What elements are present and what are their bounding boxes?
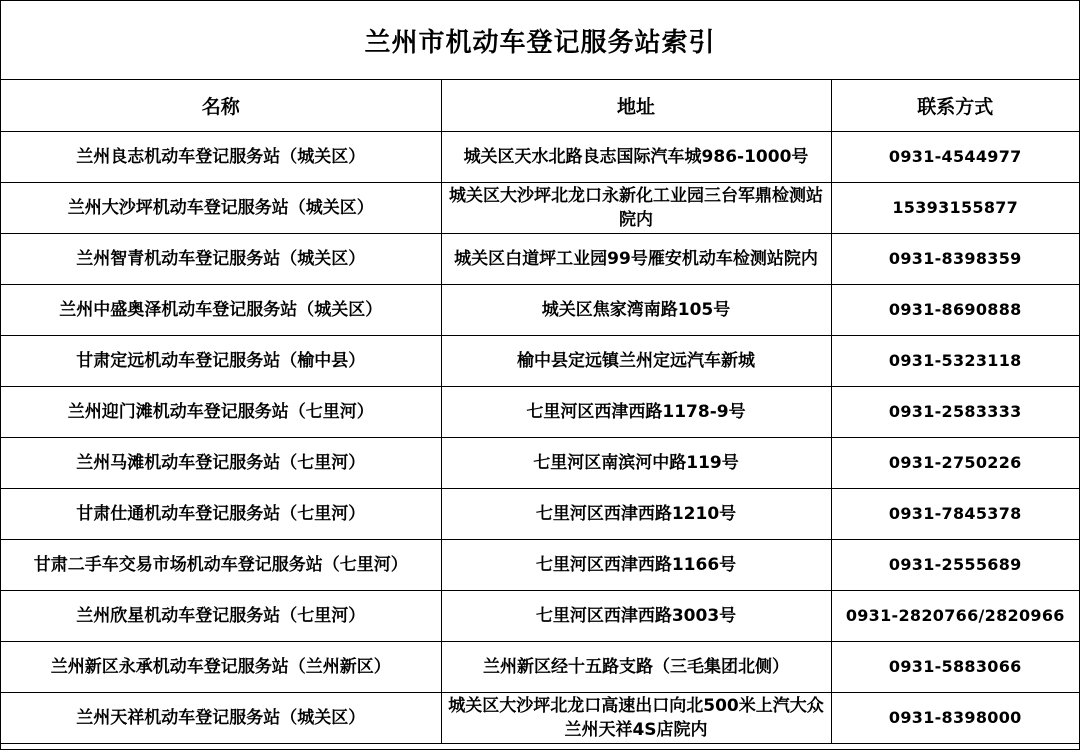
station-phone: 0931-8690888 xyxy=(831,285,1079,336)
page-title: 兰州市机动车登记服务站索引 xyxy=(1,1,1079,80)
station-phone: 0931-8398359 xyxy=(831,234,1079,285)
station-phone: 0931-7845378 xyxy=(831,489,1079,540)
station-address-text: 城关区大沙坪北龙口永新化工业园三台军鼎检测站院内 xyxy=(449,186,823,230)
station-phone: 0931-8398000 xyxy=(831,693,1079,744)
station-phone: 0931-5883066 xyxy=(831,642,1079,693)
table-row xyxy=(1,183,1079,234)
table-row xyxy=(1,387,1079,438)
station-address xyxy=(441,693,831,744)
station-name: 甘肃仕通机动车登记服务站（七里河） xyxy=(1,489,441,540)
station-phone: 0931-2820766/2820966 xyxy=(831,591,1079,642)
table-row xyxy=(1,540,1079,591)
station-address-text: 城关区天水北路良志国际汽车城986-1000号 xyxy=(463,147,809,167)
column-header-address: 地址 xyxy=(441,80,831,132)
table-row xyxy=(1,336,1079,387)
station-address xyxy=(441,642,831,693)
station-address-text: 城关区大沙坪北龙口高速出口向北500米上汽大众兰州天祥4S店院内 xyxy=(448,696,824,740)
station-phone: 0931-2583333 xyxy=(831,387,1079,438)
station-name: 兰州智青机动车登记服务站（城关区） xyxy=(1,234,441,285)
table-row xyxy=(1,438,1079,489)
station-phone: 0931-2750226 xyxy=(831,438,1079,489)
table-row xyxy=(1,285,1079,336)
station-name: 甘肃二手车交易市场机动车登记服务站（七里河） xyxy=(1,540,441,591)
station-address xyxy=(441,387,831,438)
station-address-text: 城关区焦家湾南路105号 xyxy=(541,300,731,320)
column-header-contact: 联系方式 xyxy=(831,80,1079,132)
column-header-name: 名称 xyxy=(1,80,441,132)
station-address xyxy=(441,183,831,234)
station-address-text: 七里河区西津西路1166号 xyxy=(535,555,737,575)
station-address-text: 七里河区西津西路1210号 xyxy=(535,504,737,524)
station-name: 甘肃定远机动车登记服务站（榆中县） xyxy=(1,336,441,387)
station-address-text: 七里河区南滨河中路119号 xyxy=(533,453,739,473)
station-name: 兰州马滩机动车登记服务站（七里河） xyxy=(1,438,441,489)
station-name: 兰州良志机动车登记服务站（城关区） xyxy=(1,132,441,183)
station-address xyxy=(441,489,831,540)
station-name: 兰州大沙坪机动车登记服务站（城关区） xyxy=(1,183,441,234)
station-phone: 0931-5323118 xyxy=(831,336,1079,387)
table-row xyxy=(1,132,1079,183)
station-address xyxy=(441,540,831,591)
station-name: 兰州欣星机动车登记服务站（七里河） xyxy=(1,591,441,642)
table-row xyxy=(1,591,1079,642)
station-name: 兰州新区永承机动车登记服务站（兰州新区） xyxy=(1,642,441,693)
station-name: 兰州迎门滩机动车登记服务站（七里河） xyxy=(1,387,441,438)
station-phone: 0931-4544977 xyxy=(831,132,1079,183)
station-address-text: 七里河区西津西路1178-9号 xyxy=(526,402,746,422)
station-address xyxy=(441,438,831,489)
station-address-text: 城关区白道坪工业园99号雁安机动车检测站院内 xyxy=(454,249,818,269)
station-address xyxy=(441,285,831,336)
table-row xyxy=(1,693,1079,744)
station-table xyxy=(1,80,1079,744)
station-name: 兰州中盛奥泽机动车登记服务站（城关区） xyxy=(1,285,441,336)
station-address xyxy=(441,591,831,642)
station-address xyxy=(441,234,831,285)
table-row xyxy=(1,642,1079,693)
station-address-text: 兰州新区经十五路支路（三毛集团北侧） xyxy=(483,657,789,677)
station-address-text: 七里河区西津西路3003号 xyxy=(535,606,737,626)
table-row xyxy=(1,234,1079,285)
station-name: 兰州天祥机动车登记服务站（城关区） xyxy=(1,693,441,744)
station-phone: 15393155877 xyxy=(831,183,1079,234)
station-address xyxy=(441,132,831,183)
station-address-text: 榆中县定远镇兰州定远汽车新城 xyxy=(517,351,755,371)
station-address xyxy=(441,336,831,387)
station-phone: 0931-2555689 xyxy=(831,540,1079,591)
table-row xyxy=(1,489,1079,540)
table-header-row xyxy=(1,80,1079,132)
